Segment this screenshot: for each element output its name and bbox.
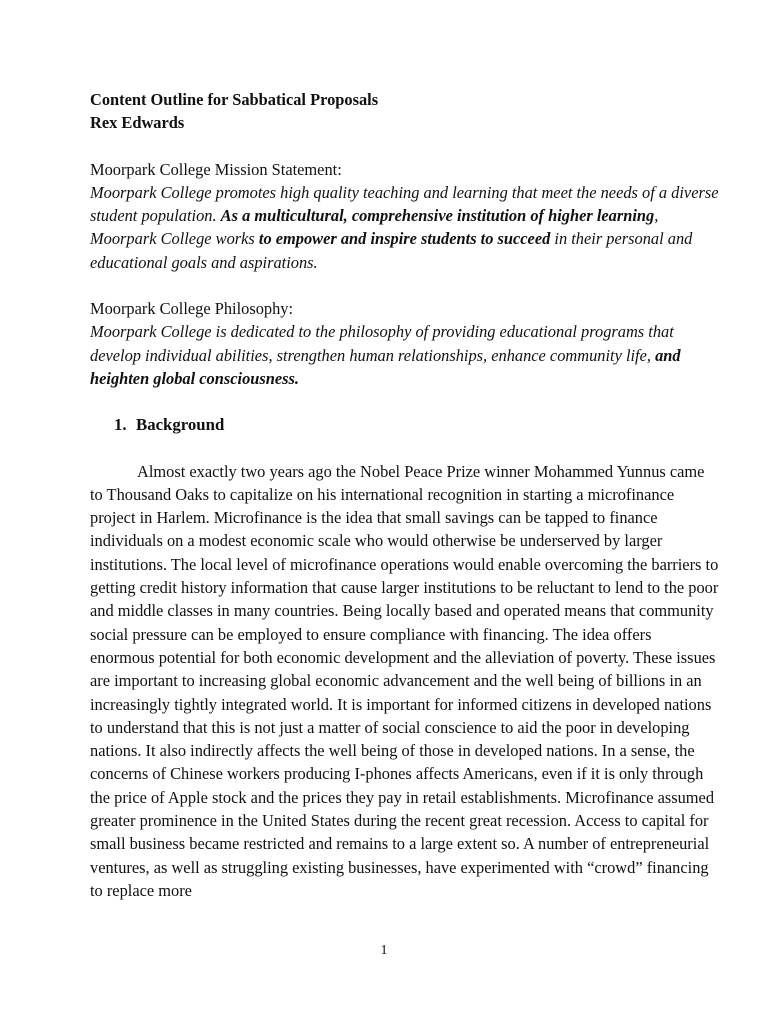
spacer: [90, 135, 720, 158]
mission-text-1: Moorpark College promotes high quality teaching and learning that meet the needs of a diverse student population.: [90, 182, 719, 226]
document-title: Content Outline for Sabbatical Proposals: [90, 90, 379, 109]
page-number: 1: [380, 943, 388, 958]
section-heading-background: [90, 413, 720, 436]
mission-text-4-bold: to empower and inspire students to succeed: [258, 229, 551, 249]
page-content: [90, 88, 720, 902]
section-heading-text: Background: [136, 415, 225, 435]
mission-text-3: , Moorpark College works: [90, 206, 659, 249]
section-number: 1.: [114, 415, 127, 435]
mission-label: Moorpark College Mission Statement:: [90, 159, 342, 179]
document-author: Rex Edwards: [90, 113, 185, 133]
spacer: [90, 390, 720, 413]
philosophy-text-1: Moorpark College is dedicated to the philosophy of providing educational programs that develop individual abilities, strengthen human relationships, enhance community life,: [90, 322, 674, 365]
spacer: [90, 274, 720, 297]
background-paragraph: Almost exactly two years ago the Nobel Peace Prize winner Mohammed Yunnus came to Thousand Oaks to capitalize on his international recognition in starting a microfinance project in Harlem. Microfinance is the idea that small savings can be tapped to finance individuals on a modest economic scale who would otherwise be underserved by larger institutions. The local level of microfinance operations would enable overcoming the barriers to getting credit history information that cause larger institutions to be reluctant to lend to the poor and middle classes in many countries. Being locally based and operated means that community social pressure can be employed to ensure compliance with financing. The idea offers enormous potential for both economic development and the alleviation of poverty. These issues are important to increasing global economic advancement and the well being of billions in an increasingly tightly integrated world. It is important for informed citizens in developed nations to understand that this is not just a matter of social conscience to aid the poor in developing nations. It also indirectly affects the well being of those in developed nations. In a sense, the concerns of Chinese workers producing I-phones affects Americans, even if it is only through the price of Apple stock and the prices they pay in retail establishments. Microfinance assumed greater prominence in the United States during the recent great recession. Access to capital for small business became restricted and remains to a large extent so. A number of entrepreneurial ventures, as well as struggling existing businesses, have experimented with “crowd” financing to replace more: [90, 461, 719, 900]
philosophy-statement: [90, 320, 720, 390]
mission-text-2-bold: As a multicultural, comprehensive institution of higher learning: [220, 206, 655, 226]
philosophy-label: Moorpark College Philosophy:: [90, 299, 294, 319]
philosophy-text-2-bold: and heighten global consciousness.: [90, 345, 681, 388]
mission-text-5: in their personal and educational goals and aspirations.: [90, 229, 693, 272]
spacer: [90, 437, 720, 460]
mission-statement: [90, 181, 720, 274]
